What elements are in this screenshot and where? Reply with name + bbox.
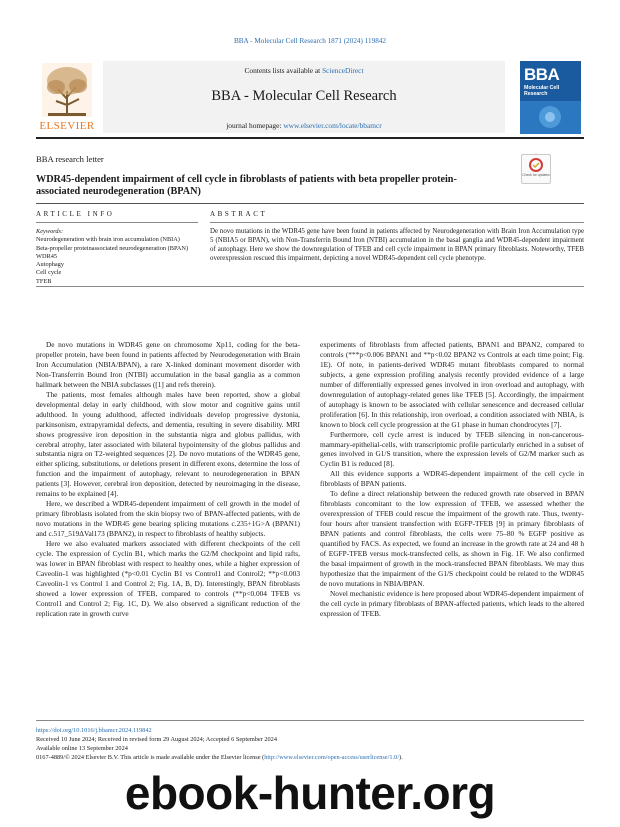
cover-art — [520, 101, 581, 134]
contents-prefix: Contents lists available at — [244, 66, 323, 75]
body-paragraph: De novo mutations in WDR45 gene on chromosome Xp11, coding for the beta-propeller protein, have been found in patients affected by Neurodegeneration with Brain Iron Accumulation (NBIA/BPAN), a rare X-linked dominant movement disorder with Non-Transferrin Bound Iron (NTBI) accumulation in the basal ganglia as a common hallmark between the NBIA subclasses ([1] and refs therein). — [36, 340, 300, 389]
keyword-item: Neurodegeneration with brain iron accumulation (NBIA) — [36, 236, 180, 244]
license-link[interactable]: http://www.elsevier.com/open-access/userlicense/1.0/ — [264, 754, 399, 761]
contents-line — [103, 66, 505, 75]
article-title: WDR45-dependent impairment of cell cycle in fibroblasts of patients with beta propeller protein-associated neurodegeneration (BPAN) — [36, 174, 457, 197]
article-footer — [36, 726, 596, 762]
elsevier-wordmark: ELSEVIER — [39, 120, 95, 132]
journal-title: BBA - Molecular Cell Research — [211, 88, 397, 104]
article-type: BBA research letter — [36, 154, 104, 164]
body-paragraph: Here, we described a WDR45-dependent impairment of cell growth in the model of primary fibroblasts isolated from the skin biopsy two of BPAN-affected patients, with de novo mutations in the WDR45 gene bearing splicing mutations c.235+1G>A (BPAN1) and c.517_519ΔVal173 (BPAN2), in respect to fibroblasts of healthy subjects. — [36, 499, 300, 539]
license-line — [36, 753, 596, 762]
svg-text:Check for updates: Check for updates — [522, 173, 550, 177]
title-rule — [36, 203, 584, 204]
body-paragraph: To define a direct relationship between the reduced growth rate observed in BPAN fibroblasts concomitant to the low expression of TFEB, we assessed whether the overexpression of TFEB could rescue the impairment of the growth rate. Thus, twenty-four hours after transient transfection with EGFP-TFEB [9] in primary fibroblasts of BPAN patients and control fibroblasts, the cells were 75–80 % EGFP positive as quantified by FACS. As expected, we found an increase in the growth rate at 24 and 48 h of EGFP-TFEB versus mock-transfected cells, as shown in Fig. 1F. We also confirmed the basal impairment of growth in the mock-transfected BPAN fibroblasts. We may thus hypothesize that the impairment of the G1/S checkpoint could be related to the WDR45 de novo mutations in NBIA/BPAN. — [320, 489, 584, 588]
homepage-link[interactable]: www.elsevier.com/locate/bbamcr — [283, 121, 382, 130]
sciencedirect-link[interactable]: ScienceDirect — [322, 66, 364, 75]
journal-cover-image[interactable] — [520, 61, 581, 134]
body-paragraph: Here we also evaluated markers associated with different checkpoints of the cell cycle. The expression of Cyclin B1, which marks the G2/M checkpoint and lipid rafts, was lower in BPAN fibroblast with respect to healthy ones, while a higher expression of Caveolin-1 was highlighted (*p<0.01 Cyclin B1 vs Control1 and Control2; **p<0.003 Caveolin-1 vs Control 1 and Control 2; Fig. 1A, B, D). Interestingly, BPAN fibroblasts showed a lower expression of TFEB, compared to controls (**p<0.004 TFEB vs Control1 and Control 2; Fig. 1C, D). We also observed a significant reduction of the replication rate in growth curve — [36, 539, 300, 618]
body-paragraph: All this evidence supports a WDR45-dependent impairment of the cell cycle in fibroblasts of BPAN patients. — [320, 469, 584, 489]
header-rule — [36, 137, 584, 139]
abstract-heading: ABSTRACT — [210, 210, 268, 218]
online-date: Available online 13 September 2024 — [36, 745, 128, 752]
cover-subtitle: Molecular Cell Research — [524, 85, 560, 97]
keyword-item: Autophagy — [36, 261, 64, 269]
running-head[interactable]: BBA - Molecular Cell Research 1871 (2024) 119842 — [233, 37, 387, 45]
received-dates: Received 10 June 2024; Received in revised form 29 August 2024; Accepted 6 September 2024 — [36, 736, 277, 743]
footer-rule — [36, 720, 584, 721]
license-suffix: ). — [398, 754, 403, 761]
body-paragraph: experiments of fibroblasts from affected patients, BPAN1 and BPAN2, compared to controls (***p<0.006 BPAN1 and **p<0.02 BPAN2 vs Controls at each time point; Fig. 1E). Of note, in patients-derived WDR45 mutant fibroblasts compared to normal subjects, a gene expression profiling analysis recently provided evidence of a large number of differentially expressed genes involved in iron overload and autophagy, with downregulation of autophagy-related genes like TFEB [5]. Accordingly, the impairment of autophagy is known to be associated with cellular senescence and decreased cellular proliferation [6]. In this relationship, iron overload, a condition associated with NBIA, is known to block cell cycle progression at the G1 phase in human chondrocytes [7]. — [320, 340, 584, 429]
keyword-item: Cell cycle — [36, 269, 62, 277]
check-updates-icon — [522, 155, 550, 183]
body-paragraph: The patients, most females although males have been reported, show a global developmental delay in early childhood, with slow motor and cognitive gains until adulthood. In young adulthood, affected individuals develop progressive dystonia, parkinsonism, extrapyramidal defects, and dementia, resulting in severe disability. MRI shows progressive iron deposition in the substantia nigra and globus pallidus, with cerebral atrophy, later associated with bilateral hypointensity of the globus pallidus and substantia nigra on T2-weighted sequences [2]. De novo mutations of the WDR45 gene, either splicing, substitutions, or deletions present in different exons, determine the loss of function and the impairment of autophagy, relevant to neurodegeneration in BPAN patients [3]. However, cerebral iron deposition, detected by neuroimaging in the disease, remains to be explained [4]. — [36, 389, 300, 499]
keyword-item: TFEB — [36, 277, 52, 285]
homepage-prefix: journal homepage: — [226, 121, 284, 130]
keyword-item: WDR45 — [36, 252, 57, 260]
watermark: ebook-hunter.org — [124, 767, 496, 819]
body-left-column — [36, 340, 300, 619]
doi-link[interactable]: https://doi.org/10.1016/j.bbamcr.2024.119842 — [36, 727, 152, 734]
journal-homepage — [103, 121, 505, 130]
license-prefix: 0167-4889/© 2024 Elsevier B.V. This article is made available under the Elsevier license ( — [36, 754, 265, 761]
body-paragraph: Furthermore, cell cycle arrest is induced by TFEB silencing in non-cancerous-mammary-epithelial-cells, with transcriptomic profile particularly enriched in a subset of genes involved in G1/S transition, where the expression levels of G2/M marker such as Cyclin B1 is reduced [8]. — [320, 429, 584, 469]
abstract-rule — [210, 222, 584, 223]
info-rule — [36, 222, 198, 223]
section-rule — [36, 286, 584, 287]
keyword-item: Beta-propeller proteinassociated neurodegeneration (BPAN) — [36, 244, 189, 252]
body-right-column — [320, 340, 584, 619]
keywords-label: Keywords: — [36, 228, 64, 235]
check-for-updates-button[interactable] — [521, 154, 551, 184]
cover-title: BBA — [524, 65, 560, 84]
abstract-text: De novo mutations in the WDR45 gene have been found in patients affected by Neurodegeneration with Brain Iron Accumulation type 5 (NBIA5 or BPAN), with Non-Transferrin Bound Iron (NTBI) accumulation in the basal ganglia and WDR45-dependent impairment of autophagy. Here we show the downregulation of TFEB and cell cycle impairment in BPAN primary fibroblasts. Noteworthy, TFEB overexpression rescued this impairment, depicting a novel WDR45-dependent cell cycle phenotype. — [210, 228, 584, 262]
article-info-heading: ARTICLE INFO — [36, 210, 115, 218]
body-paragraph: Novel mechanistic evidence is here proposed about WDR45-dependent impairment of the cell cycle in primary fibroblasts of BPAN-affected patients, which leads to the altered expression of TFEB. — [320, 588, 584, 618]
keywords-block — [36, 228, 196, 286]
